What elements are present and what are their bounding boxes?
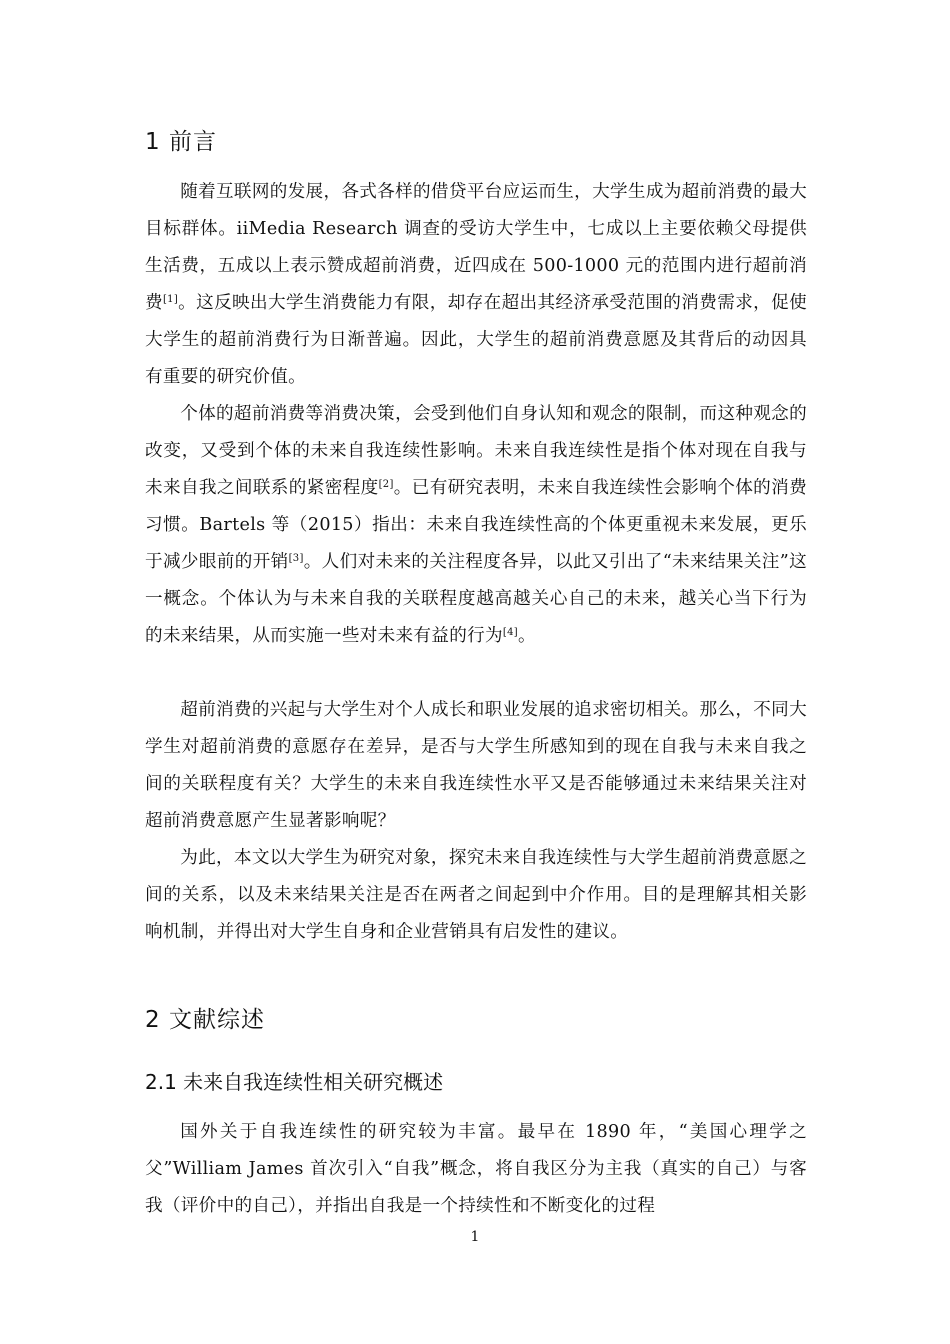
paragraph-2-1-1 bbox=[145, 1114, 807, 1225]
subsection-heading-2-1: 2.1 未来自我连续性相关研究概述 bbox=[145, 1070, 444, 1094]
citation-marker: [1] bbox=[162, 294, 179, 305]
text-run: 国外关于自我连续性的研究较为丰富。最早在 1890 年，“美国心理学之父”William James 首次引入“自我”概念，将自我区分为主我（真实的自己）与客我（评价中的自己），并指出自我是一个持续性和不断变化的过程 bbox=[145, 1122, 807, 1216]
text-run: 随着互联网的发展，各式各样的借贷平台应运而生，大学生成为超前消费的最大目标群体。iiMedia Research 调查的受访大学生中，七成以上主要依赖父母提供生活费，五成以上表示赞成超前消费，近四成在 500-1000 元的范围内进行超前消费 bbox=[145, 182, 807, 313]
page-number: 1 bbox=[470, 1229, 480, 1245]
paragraph-intro-1 bbox=[145, 174, 807, 396]
section-heading-literature-review: 2 文献综述 bbox=[145, 1007, 265, 1033]
text-run: 为此，本文以大学生为研究对象，探究未来自我连续性与大学生超前消费意愿之间的关系，以及未来结果关注是否在两者之间起到中介作用。目的是理解其相关影响机制，并得出对大学生自身和企业营销具有启发性的建议。 bbox=[145, 848, 807, 942]
text-run: 。这反映出大学生消费能力有限，却存在超出其经济承受范围的消费需求，促使大学生的超前消费行为日渐普遍。因此，大学生的超前消费意愿及其背后的动因具有重要的研究价值。 bbox=[145, 293, 807, 387]
paragraph-intro-2 bbox=[145, 396, 807, 655]
text-run: 超前消费的兴起与大学生对个人成长和职业发展的追求密切相关。那么，不同大学生对超前消费的意愿存在差异，是否与大学生所感知到的现在自我与未来自我之间的关联程度有关？大学生的未来自我连续性水平又是否能够通过未来结果关注对超前消费意愿产生显著影响呢？ bbox=[145, 700, 807, 831]
text-run: 。已有研究表明，未来自我连续性会影响个体的消费习惯。Bartels 等（2015）指出：未来自我连续性高的个体更重视未来发展，更乐于减少眼前的开销 bbox=[145, 478, 807, 572]
text-run: 。 bbox=[517, 626, 536, 646]
text-run: 个体的超前消费等消费决策，会受到他们自身认知和观念的限制，而这种观念的改变，又受到个体的未来自我连续性影响。未来自我连续性是指个体对现在自我与未来自我之间联系的紧密程度 bbox=[145, 404, 807, 498]
citation-marker: [4] bbox=[502, 627, 518, 638]
citation-marker: [3] bbox=[288, 553, 304, 564]
text-run: 。人们对未来的关注程度各异，以此又引出了“未来结果关注”这一概念。个体认为与未来自我的关联程度越高越关心自己的未来，越关心当下行为的未来结果，从而实施一些对未来有益的行为 bbox=[145, 552, 807, 646]
citation-marker: [2] bbox=[378, 479, 394, 490]
paragraph-intro-4 bbox=[145, 840, 807, 951]
section-heading-introduction: 1 前言 bbox=[145, 129, 217, 155]
paragraph-intro-3 bbox=[145, 692, 807, 840]
